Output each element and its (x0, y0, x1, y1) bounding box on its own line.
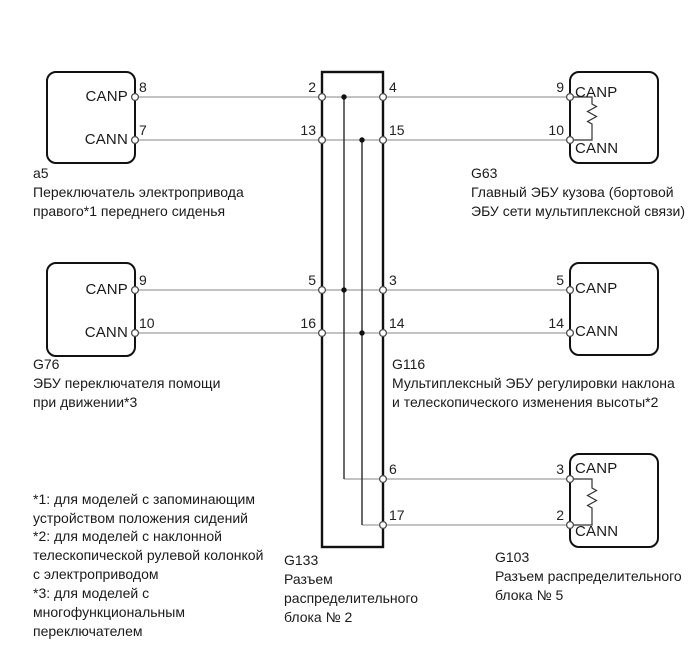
g116-label (392, 355, 675, 412)
pin-number-a5-cann: 7 (139, 122, 147, 138)
g63-canp-label: CANP (575, 84, 618, 101)
pin-terminal (132, 330, 139, 337)
wire-group (135, 97, 570, 525)
g103-id: G103 (495, 549, 530, 565)
pin-terminal (319, 94, 326, 101)
g63-label (471, 164, 685, 221)
junction-dot (341, 94, 346, 99)
pin-number-g133-right-cann-top: 15 (389, 122, 405, 138)
g103-desc-line: Разъем распределительного (495, 568, 682, 584)
pin-terminal (319, 137, 326, 144)
g76-label (33, 355, 220, 412)
a5-desc-line: Переключатель электропривода (33, 184, 244, 200)
g63-id: G63 (471, 165, 498, 181)
pin-terminal (380, 94, 387, 101)
footnote-line: *1: для моделей с запоминающим (33, 491, 255, 507)
g76-desc-line: ЭБУ переключателя помощи (33, 375, 221, 391)
pin-number-g133-right-cann-mid: 14 (389, 315, 405, 331)
a5-desc-line: правого*1 переднего сиденья (33, 203, 226, 219)
footnote-line: с электроприводом (33, 566, 159, 582)
pin-number-g133-left-cann-mid: 16 (300, 315, 316, 331)
pin-number-g76-cann: 10 (139, 315, 155, 331)
footnote-line: *2: для моделей с наклонной (33, 528, 222, 544)
pin-terminal (132, 137, 139, 144)
pin-terminal (380, 137, 387, 144)
component-boxes (47, 72, 658, 547)
g133-desc-line: блока № 2 (284, 609, 353, 625)
g103-label (495, 548, 682, 605)
pin-number-g133-right-canp-bot: 6 (389, 461, 397, 477)
pin-number-g133-left-cann-top: 13 (300, 122, 316, 138)
g76-desc-line: при движении*3 (33, 394, 138, 410)
a5-canp-label: CANP (85, 88, 128, 105)
pin-number-g116-cann: 14 (548, 315, 564, 331)
pin-number-g103-cann: 2 (556, 507, 564, 523)
g103-desc-line: блока № 5 (495, 587, 564, 603)
a5-id: a5 (33, 165, 49, 181)
a5-label (33, 164, 244, 221)
pin-number-a5-canp: 8 (139, 79, 147, 95)
pin-number-g63-canp: 9 (556, 79, 564, 95)
pin-terminal (132, 94, 139, 101)
g116-desc-line: и телескопического изменения высоты*2 (392, 394, 659, 410)
junction-block-g133 (322, 72, 383, 547)
pin-terminal (380, 476, 387, 483)
g133-label (284, 551, 418, 627)
pin-terminal (567, 330, 574, 337)
g63-desc-line: Главный ЭБУ кузова (бортовой (471, 184, 674, 200)
footnote-3 (33, 584, 185, 641)
pin-number-g116-canp: 5 (556, 272, 564, 288)
g103-canp-label: CANP (575, 460, 618, 477)
footnote-line: многофункциональным (33, 604, 185, 620)
pin-number-g133-right-canp-top: 4 (389, 79, 397, 95)
g116-desc-line: Мультиплексный ЭБУ регулировки наклона (392, 375, 675, 391)
footnote-line: *3: для моделей с (33, 585, 150, 601)
g133-desc-line: распределительного (284, 590, 419, 606)
pin-terminal (380, 330, 387, 337)
g63-desc-line: ЭБУ сети мультиплексной связи) (471, 203, 686, 219)
pin-number-g133-left-canp-top: 2 (308, 79, 316, 95)
pin-terminal (567, 522, 574, 529)
bus-group (344, 97, 362, 525)
g133-id: G133 (284, 552, 319, 568)
pin-terminal (567, 287, 574, 294)
pin-terminal (567, 476, 574, 483)
pin-terminal (319, 330, 326, 337)
g133-desc-line: Разъем (284, 571, 333, 587)
junction-dot (341, 287, 346, 292)
pin-number-g133-right-canp-mid: 3 (389, 272, 397, 288)
footnote-line: переключателем (33, 623, 143, 639)
footnote-line: устройством положения сидений (33, 510, 248, 526)
pin-terminal (567, 94, 574, 101)
junction-dots (341, 94, 364, 335)
junction-dot (359, 330, 364, 335)
box-a5 (47, 72, 135, 163)
pin-number-g133-left-canp-mid: 5 (308, 272, 316, 288)
g116-id: G116 (392, 356, 426, 372)
box-g76 (47, 263, 135, 356)
pin-number-g103-canp: 3 (556, 461, 564, 477)
g76-id: G76 (33, 356, 60, 372)
pin-number-g63-cann: 10 (548, 122, 564, 138)
pin-number-g133-right-cann-bot: 17 (389, 507, 405, 523)
pin-terminal (132, 287, 139, 294)
g116-cann-label: CANN (575, 323, 619, 340)
junction-dot (359, 137, 364, 142)
a5-cann-label: CANN (84, 131, 128, 148)
pin-terminal (567, 137, 574, 144)
pin-terminal (380, 287, 387, 294)
footnote-1 (33, 490, 255, 528)
footnote-line: телескопической рулевой колонкой (33, 547, 264, 563)
pin-number-g76-canp: 9 (139, 272, 147, 288)
pin-terminal (380, 522, 387, 529)
pin-terminals (132, 94, 574, 529)
box-g116 (570, 263, 658, 355)
g63-cann-label: CANN (575, 140, 619, 157)
footnote-2 (33, 527, 263, 584)
g103-cann-label: CANN (575, 523, 619, 540)
g76-canp-label: CANP (85, 281, 128, 298)
pin-terminal (319, 287, 326, 294)
g76-cann-label: CANN (84, 324, 128, 341)
g116-canp-label: CANP (575, 280, 618, 297)
